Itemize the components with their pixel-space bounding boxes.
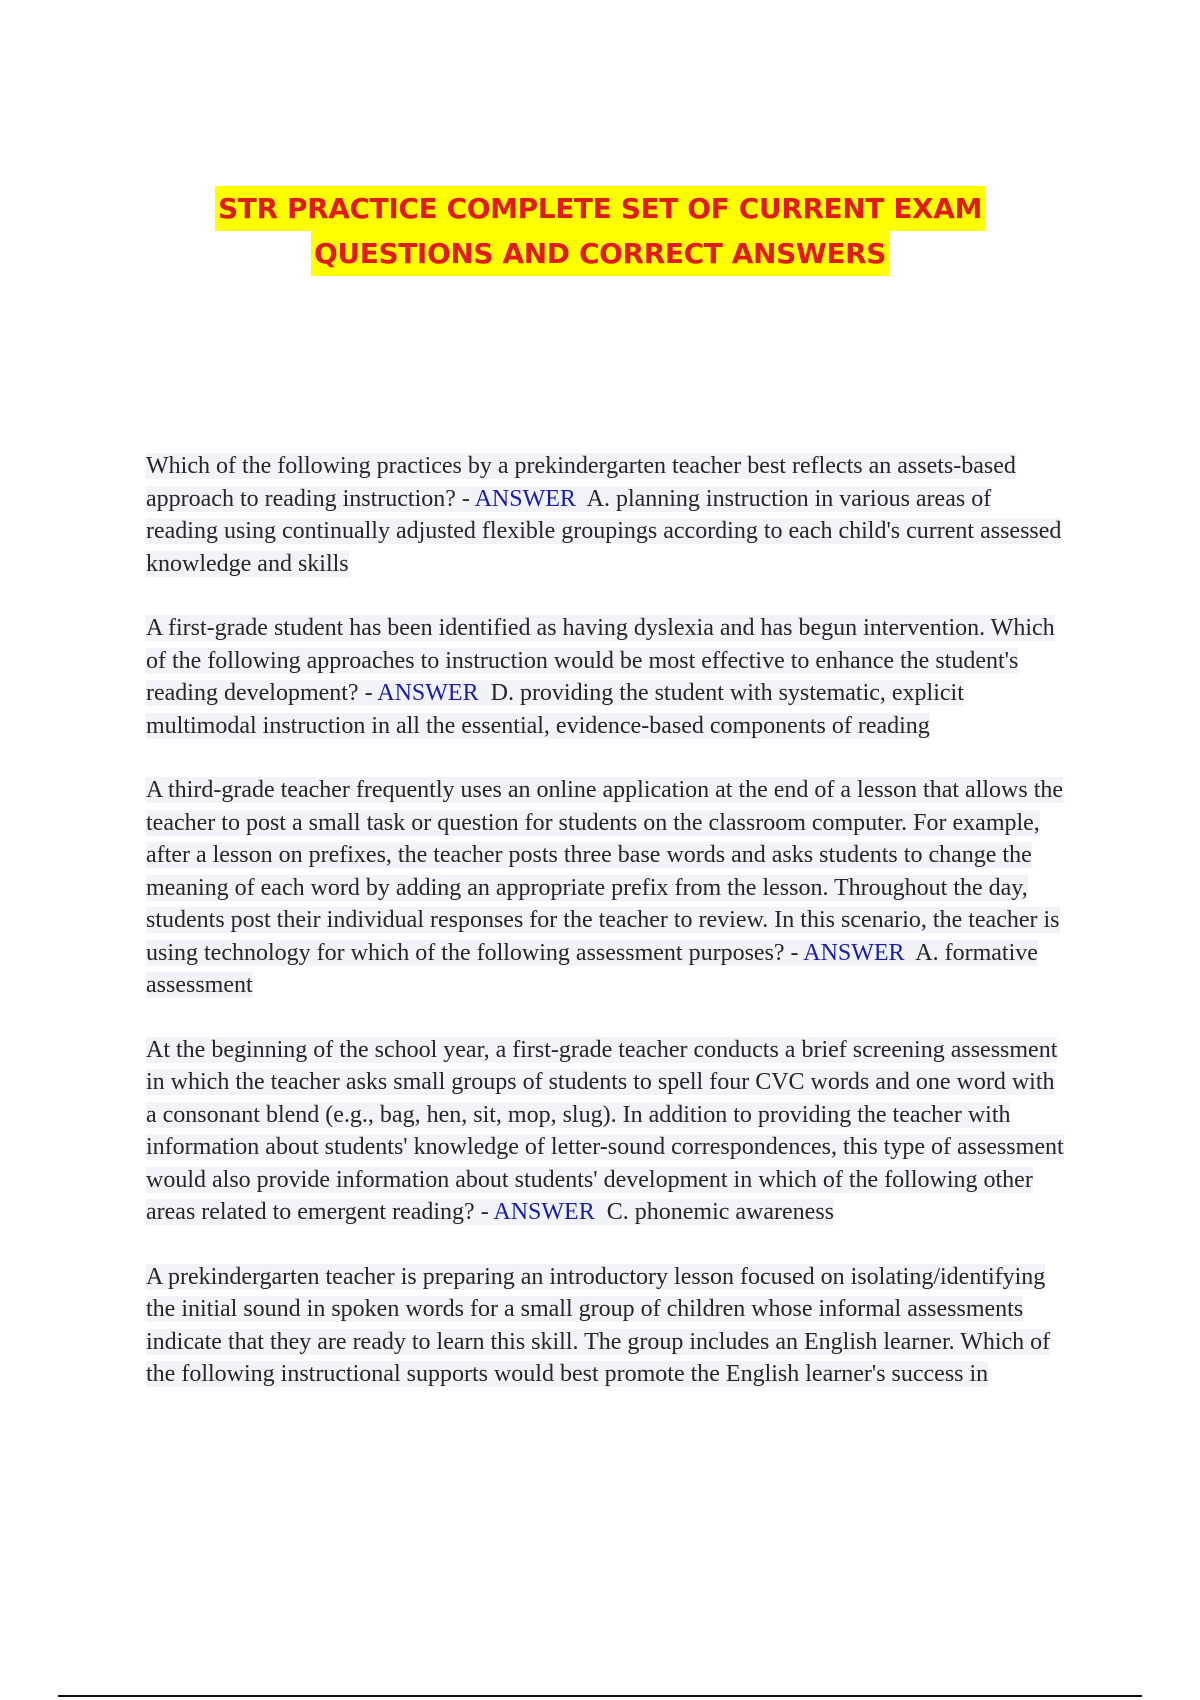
document-title — [0, 186, 1200, 276]
answer-label: ANSWER — [377, 680, 479, 706]
title-line-1: STR PRACTICE COMPLETE SET OF CURRENT EXAM — [215, 186, 985, 231]
answer-text: D. providing the student with systematic, explicit multimodal instruction in all the essential, evidence-based components of reading — [146, 680, 964, 739]
answer-text: A. formative assessment — [146, 939, 1038, 998]
answer-label: ANSWER — [803, 939, 905, 966]
title-line-2: QUESTIONS AND CORRECT ANSWERS — [311, 231, 889, 276]
qa-item — [146, 612, 1066, 742]
answer-label: ANSWER — [493, 1199, 595, 1225]
qa-list — [146, 450, 1066, 1423]
question-text: A first-grade student has been identified as having dyslexia and has begun intervention. Which of the following approaches to instruction would be most effective to enhance the student's reading development? - — [146, 615, 1055, 706]
answer-label: ANSWER — [474, 485, 576, 512]
page-bottom-rule — [58, 1695, 1142, 1697]
qa-item — [146, 450, 1066, 580]
question-text: At the beginning of the school year, a first-grade teacher conducts a brief screening assessment in which the teacher asks small groups of students to spell four CVC words and one word with a consonant blend (e.g., bag, hen, sit, mop, slug). In addition to providing the teacher with information about students' knowledge of letter-sound correspondences, this type of assessment would also provide information about students' development in which of the following other areas related to emergent reading? - — [146, 1036, 1064, 1225]
answer-text: C. phonemic awareness — [606, 1199, 834, 1225]
qa-item — [146, 1034, 1066, 1229]
answer-text: A. planning instruction in various areas of reading using continually adjusted flexible groupings according to each child's current assessed knowledge and skills — [146, 485, 1062, 577]
qa-item — [146, 774, 1066, 1002]
question-text: Which of the following practices by a prekindergarten teacher best reflects an assets-based approach to reading instruction? - — [146, 453, 1016, 512]
question-text: A prekindergarten teacher is preparing an introductory lesson focused on isolating/identifying the initial sound in spoken words for a small group of children whose informal assessments indicate that they are ready to learn this skill. The group includes an English learner. Which of the following instructional supports would best promote the English learner's success in — [146, 1263, 1051, 1387]
qa-item-partial — [146, 1261, 1066, 1391]
question-text: A third-grade teacher frequently uses an online application at the end of a lesson that allows the teacher to post a small task or question for students on the classroom computer. For example, after a lesson on prefixes, the teacher posts three base words and asks students to change the meaning of each word by adding an appropriate prefix from the lesson. Throughout the day, students post their individual responses for the teacher to review. In this scenario, the teacher is using technology for which of the following assessment purposes? - — [146, 777, 1064, 966]
